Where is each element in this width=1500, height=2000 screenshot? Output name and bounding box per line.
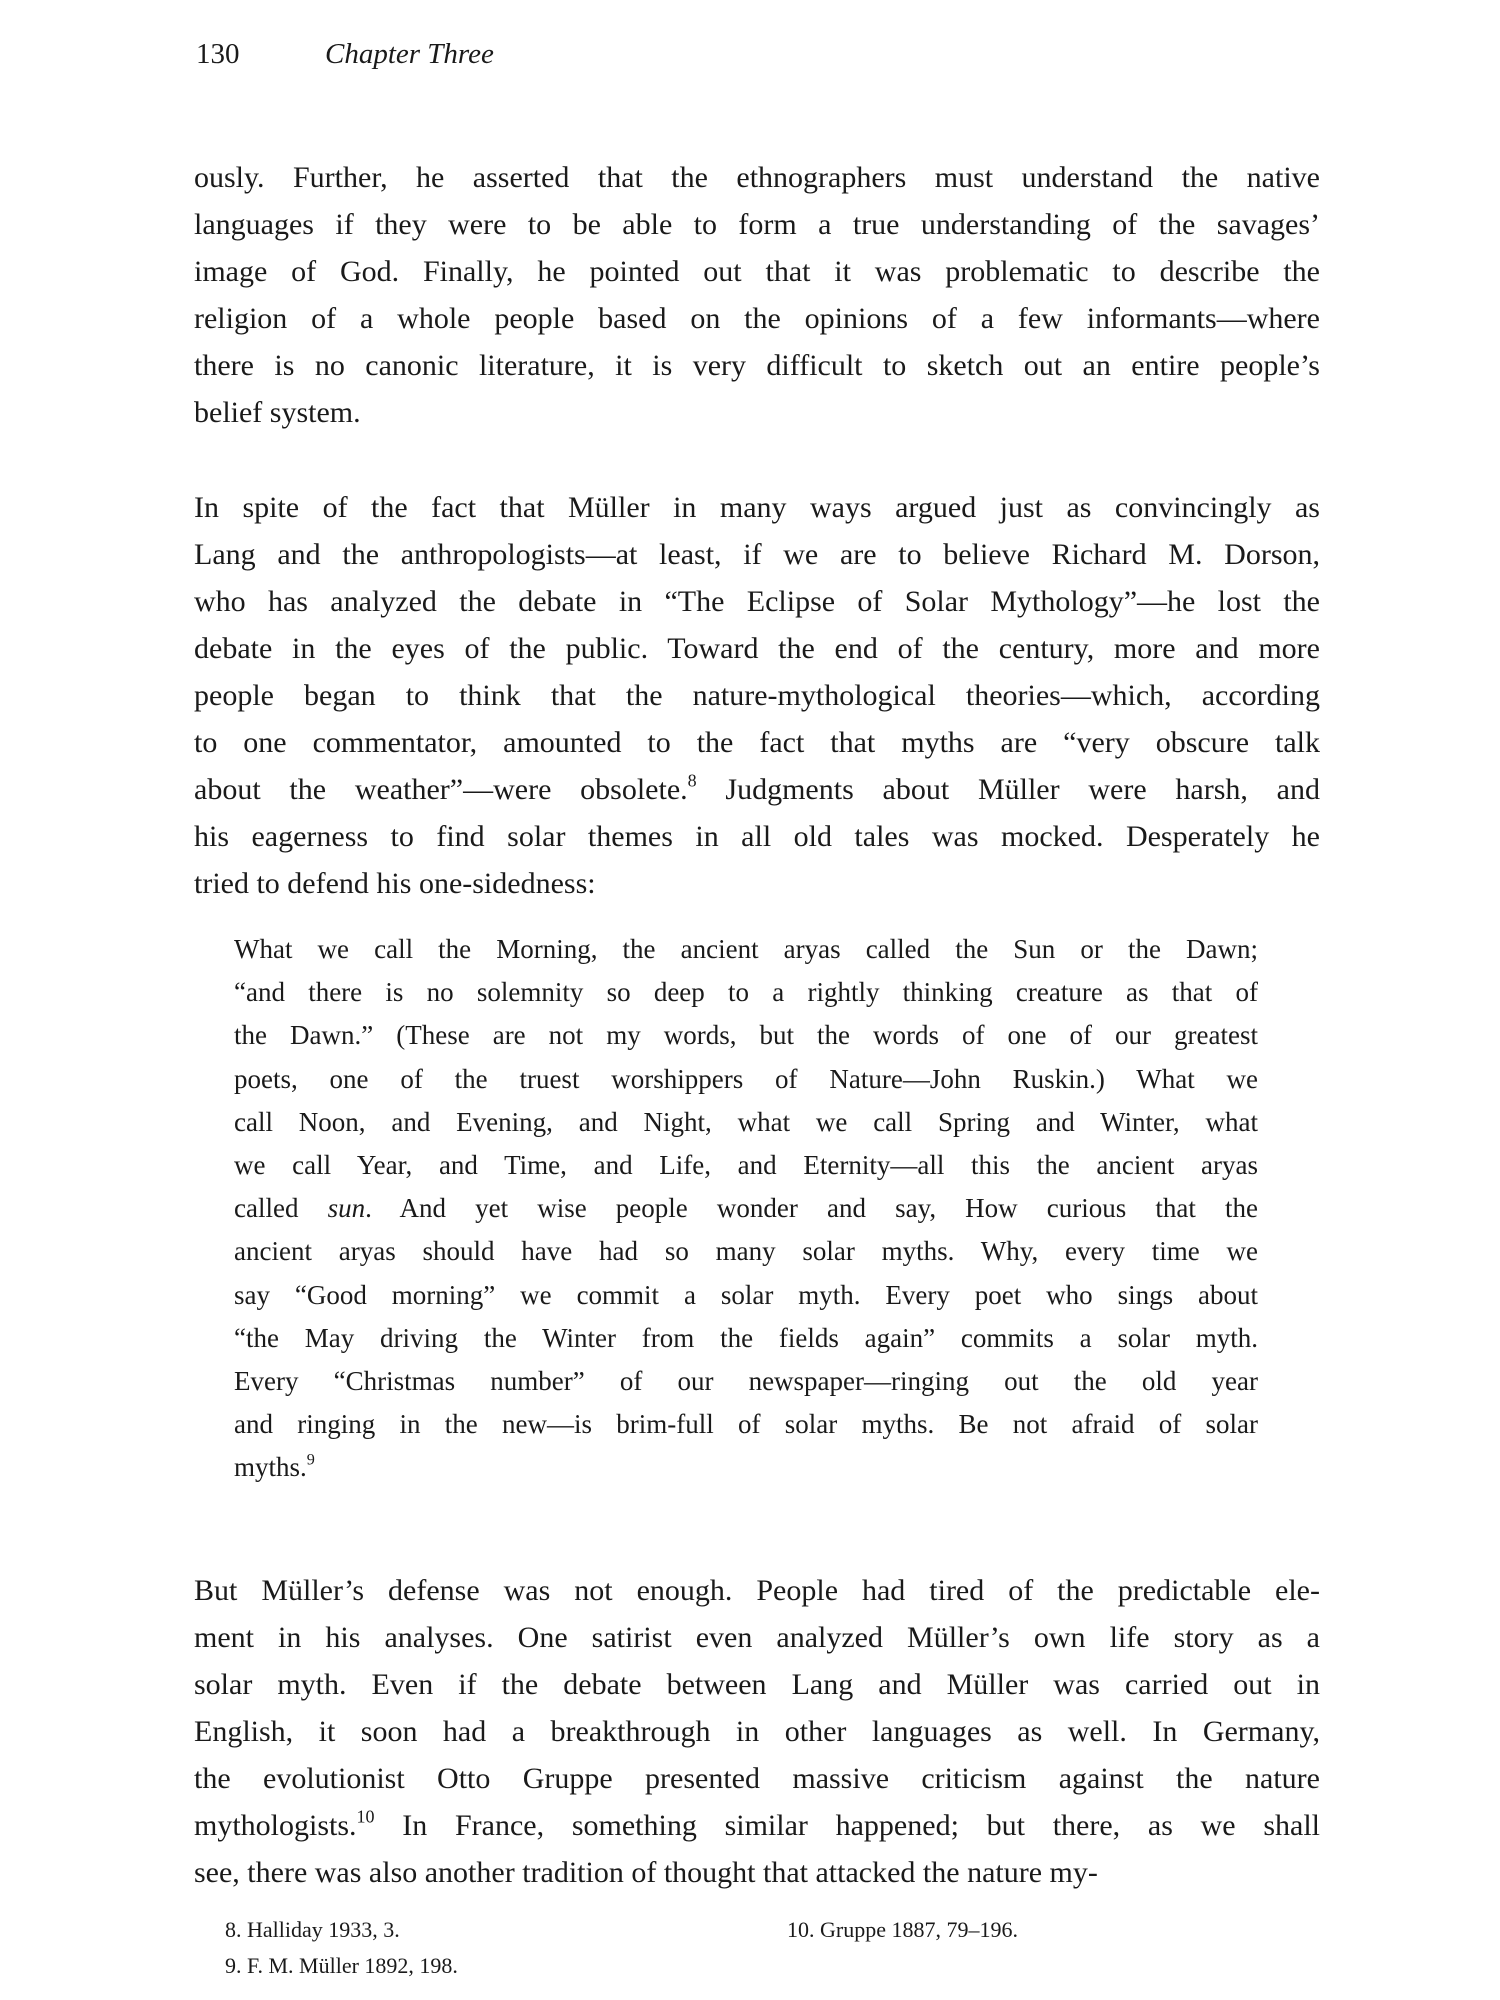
text-line: religion of a whole people based on the opinions of a few informants—where: [194, 302, 1320, 335]
text-line: [234, 1187, 1258, 1230]
text-line: English, it soon had a breakthrough in other languages as well. In Germany,: [194, 1715, 1320, 1748]
text-segment: Judgments about Müller were harsh, and: [696, 773, 1320, 806]
text-line: ment in his analyses. One satirist even analyzed Müller’s own life story as a: [194, 1621, 1320, 1654]
text-line: poets, one of the truest worshippers of Nature—John Ruskin.) What we: [234, 1063, 1258, 1094]
paragraph-1: [194, 154, 1320, 436]
text-line: his eagerness to find solar themes in all old tales was mocked. Desperately he: [194, 820, 1320, 853]
text-line: solar myth. Even if the debate between Lang and Müller was carried out in: [194, 1668, 1320, 1701]
footnote-9: 9. F. M. Müller 1892, 198.: [225, 1953, 458, 1978]
footnote-reference: 9: [306, 1450, 315, 1469]
running-head-chapter: Chapter Three: [325, 38, 494, 70]
text-segment: called: [234, 1193, 328, 1224]
text-line: ancient aryas should have had so many solar myths. Why, every time we: [234, 1236, 1258, 1267]
footnote-10: 10. Gruppe 1887, 79–196.: [787, 1917, 1018, 1942]
text-line: But Müller’s defense was not enough. People had tired of the predictable ele-: [194, 1574, 1320, 1607]
text-line: tried to defend his one-sidedness:: [194, 867, 596, 900]
text-segment: about the weather”—were obsolete.: [194, 773, 688, 806]
text-line: say “Good morning” we commit a solar myth. Every poet who sings about: [234, 1279, 1258, 1310]
text-line: Every “Christmas number” of our newspaper—ringing out the old year: [234, 1365, 1258, 1396]
text-line: [194, 766, 1320, 813]
footnote-8: 8. Halliday 1933, 3.: [225, 1917, 400, 1942]
paragraph-2: [194, 484, 1320, 907]
text-segment: mythologists.: [194, 1809, 357, 1842]
page-number: 130: [196, 38, 240, 70]
text-line: the evolutionist Otto Gruppe presented massive criticism against the nature: [194, 1762, 1320, 1795]
text-segment: myths.: [234, 1452, 307, 1483]
block-quote: [234, 928, 1258, 1489]
footnote-reference: 8: [687, 770, 697, 791]
footnote-reference: 10: [356, 1806, 375, 1827]
text-line: and ringing in the new—is brim-full of solar myths. Be not afraid of solar: [234, 1409, 1258, 1440]
text-line: belief system.: [194, 396, 361, 429]
text-line: debate in the eyes of the public. Toward the end of the century, more and more: [194, 632, 1320, 665]
text-line: people began to think that the nature-mythological theories—which, according: [194, 679, 1320, 712]
text-line: What we call the Morning, the ancient aryas called the Sun or the Dawn;: [234, 934, 1258, 964]
text-line: [194, 1802, 1320, 1849]
text-line: image of God. Finally, he pointed out that it was problematic to describe the: [194, 255, 1320, 288]
text-segment: In France, something similar happened; but there, as we shall: [374, 1809, 1320, 1842]
text-line: “and there is no solemnity so deep to a rightly thinking creature as that of: [234, 977, 1258, 1008]
text-line: “the May driving the Winter from the fields again” commits a solar myth.: [234, 1322, 1258, 1353]
italic-text: sun: [327, 1193, 366, 1224]
text-line: call Noon, and Evening, and Night, what we call Spring and Winter, what: [234, 1106, 1258, 1137]
text-line: to one commentator, amounted to the fact that myths are “very obscure talk: [194, 726, 1320, 759]
text-line: there is no canonic literature, it is very difficult to sketch out an entire people’s: [194, 349, 1320, 382]
text-line: the Dawn.” (These are not my words, but the words of one of our greatest: [234, 1020, 1258, 1051]
text-line: we call Year, and Time, and Life, and Eternity—all this the ancient aryas: [234, 1149, 1258, 1180]
paragraph-3: [194, 1567, 1320, 1896]
text-line: [234, 1446, 1258, 1489]
text-line: In spite of the fact that Müller in many ways argued just as convincingly as: [194, 491, 1320, 524]
text-line: Lang and the anthropologists—at least, if we are to believe Richard M. Dorson,: [194, 538, 1320, 571]
text-line: ously. Further, he asserted that the ethnographers must understand the native: [194, 161, 1320, 194]
text-line: languages if they were to be able to form a true understanding of the savages’: [194, 208, 1320, 241]
text-segment: . And yet wise people wonder and say, How curious that the: [365, 1193, 1258, 1224]
text-line: see, there was also another tradition of thought that attacked the nature my-: [194, 1856, 1098, 1889]
text-line: who has analyzed the debate in “The Eclipse of Solar Mythology”—he lost the: [194, 585, 1320, 618]
